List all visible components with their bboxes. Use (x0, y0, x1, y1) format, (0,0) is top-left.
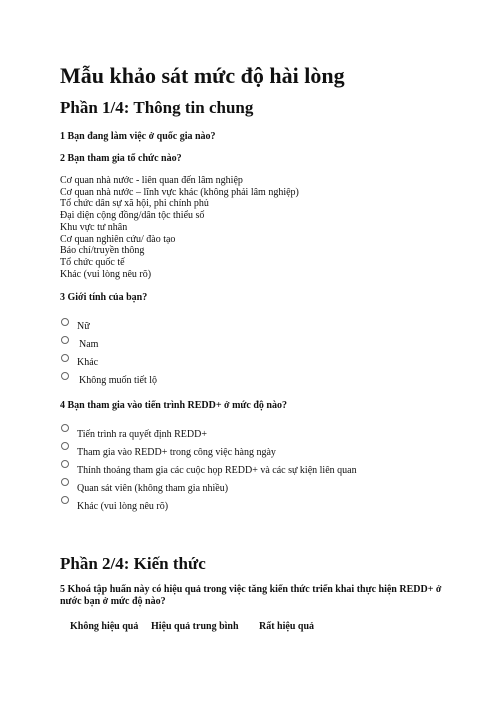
question-5: 5 Khoá tập huấn này có hiệu quả trong việc tăng kiến thức triển khai thực hiện REDD+ ở nước bạn ở mức độ nào? (60, 584, 442, 607)
list-item: Cơ quan nhà nước – lĩnh vực khác (không phải lâm nghiệp) (60, 186, 299, 198)
radio-button[interactable] (61, 442, 69, 450)
question-4: 4 Bạn tham gia vào tiến trình REDD+ ở mức độ nào? (60, 400, 287, 411)
list-item: Cơ quan nghiên cứu/ đào tạo (60, 233, 176, 245)
radio-button[interactable] (61, 336, 69, 344)
radio-button[interactable] (61, 478, 69, 486)
radio-button[interactable] (61, 372, 69, 380)
list-item: Cơ quan nhà nước - liên quan đến lâm nghiệp (60, 175, 243, 186)
scale-label-not-effective: Không hiệu quả (70, 621, 139, 632)
radio-label: Nam (79, 339, 99, 350)
question-3: 3 Giới tính của bạn? (60, 292, 148, 303)
list-item: Khu vực tư nhân (60, 221, 128, 233)
question-2-options (60, 175, 299, 280)
radio-button[interactable] (61, 496, 69, 504)
scale-label-moderately-effective: Hiệu quả trung bình (151, 621, 239, 632)
list-item: Báo chí/truyền thông (60, 245, 145, 257)
question-2: 2 Bạn tham gia tổ chức nào? (60, 153, 182, 164)
section-heading-part2: Phần 2/4: Kiến thức (60, 554, 206, 573)
list-item: Tổ chức dân sự xã hội, phi chính phủ (60, 198, 209, 210)
scale-label-very-effective: Rất hiệu quả (259, 621, 315, 632)
question-1: 1 Bạn đang làm việc ở quốc gia nào? (60, 131, 216, 142)
radio-label: Thỉnh thoảng tham gia các cuộc họp REDD+ và các sự kiện liên quan (77, 465, 357, 476)
list-item: Tổ chức quốc tế (60, 256, 125, 268)
section-heading-part1: Phần 1/4: Thông tin chung (60, 98, 254, 117)
page-title: Mẫu khảo sát mức độ hài lòng (60, 63, 345, 88)
radio-label: Quan sát viên (không tham gia nhiều) (77, 483, 229, 494)
list-item: Đại diện cộng đồng/dân tộc thiểu số (60, 210, 205, 222)
radio-button[interactable] (61, 354, 69, 362)
radio-label: Nữ (77, 321, 90, 332)
radio-button[interactable] (61, 318, 69, 326)
radio-label: Khác (77, 357, 99, 368)
radio-label: Khác (vui lòng nêu rõ) (77, 501, 169, 512)
radio-label: Không muốn tiết lộ (79, 375, 158, 386)
radio-label: Tham gia vào REDD+ trong công việc hàng ngày (77, 447, 276, 458)
radio-button[interactable] (61, 424, 69, 432)
radio-button[interactable] (61, 460, 69, 468)
list-item: Khác (vui lòng nêu rõ) (60, 268, 152, 280)
radio-label: Tiến trình ra quyết định REDD+ (77, 429, 207, 440)
